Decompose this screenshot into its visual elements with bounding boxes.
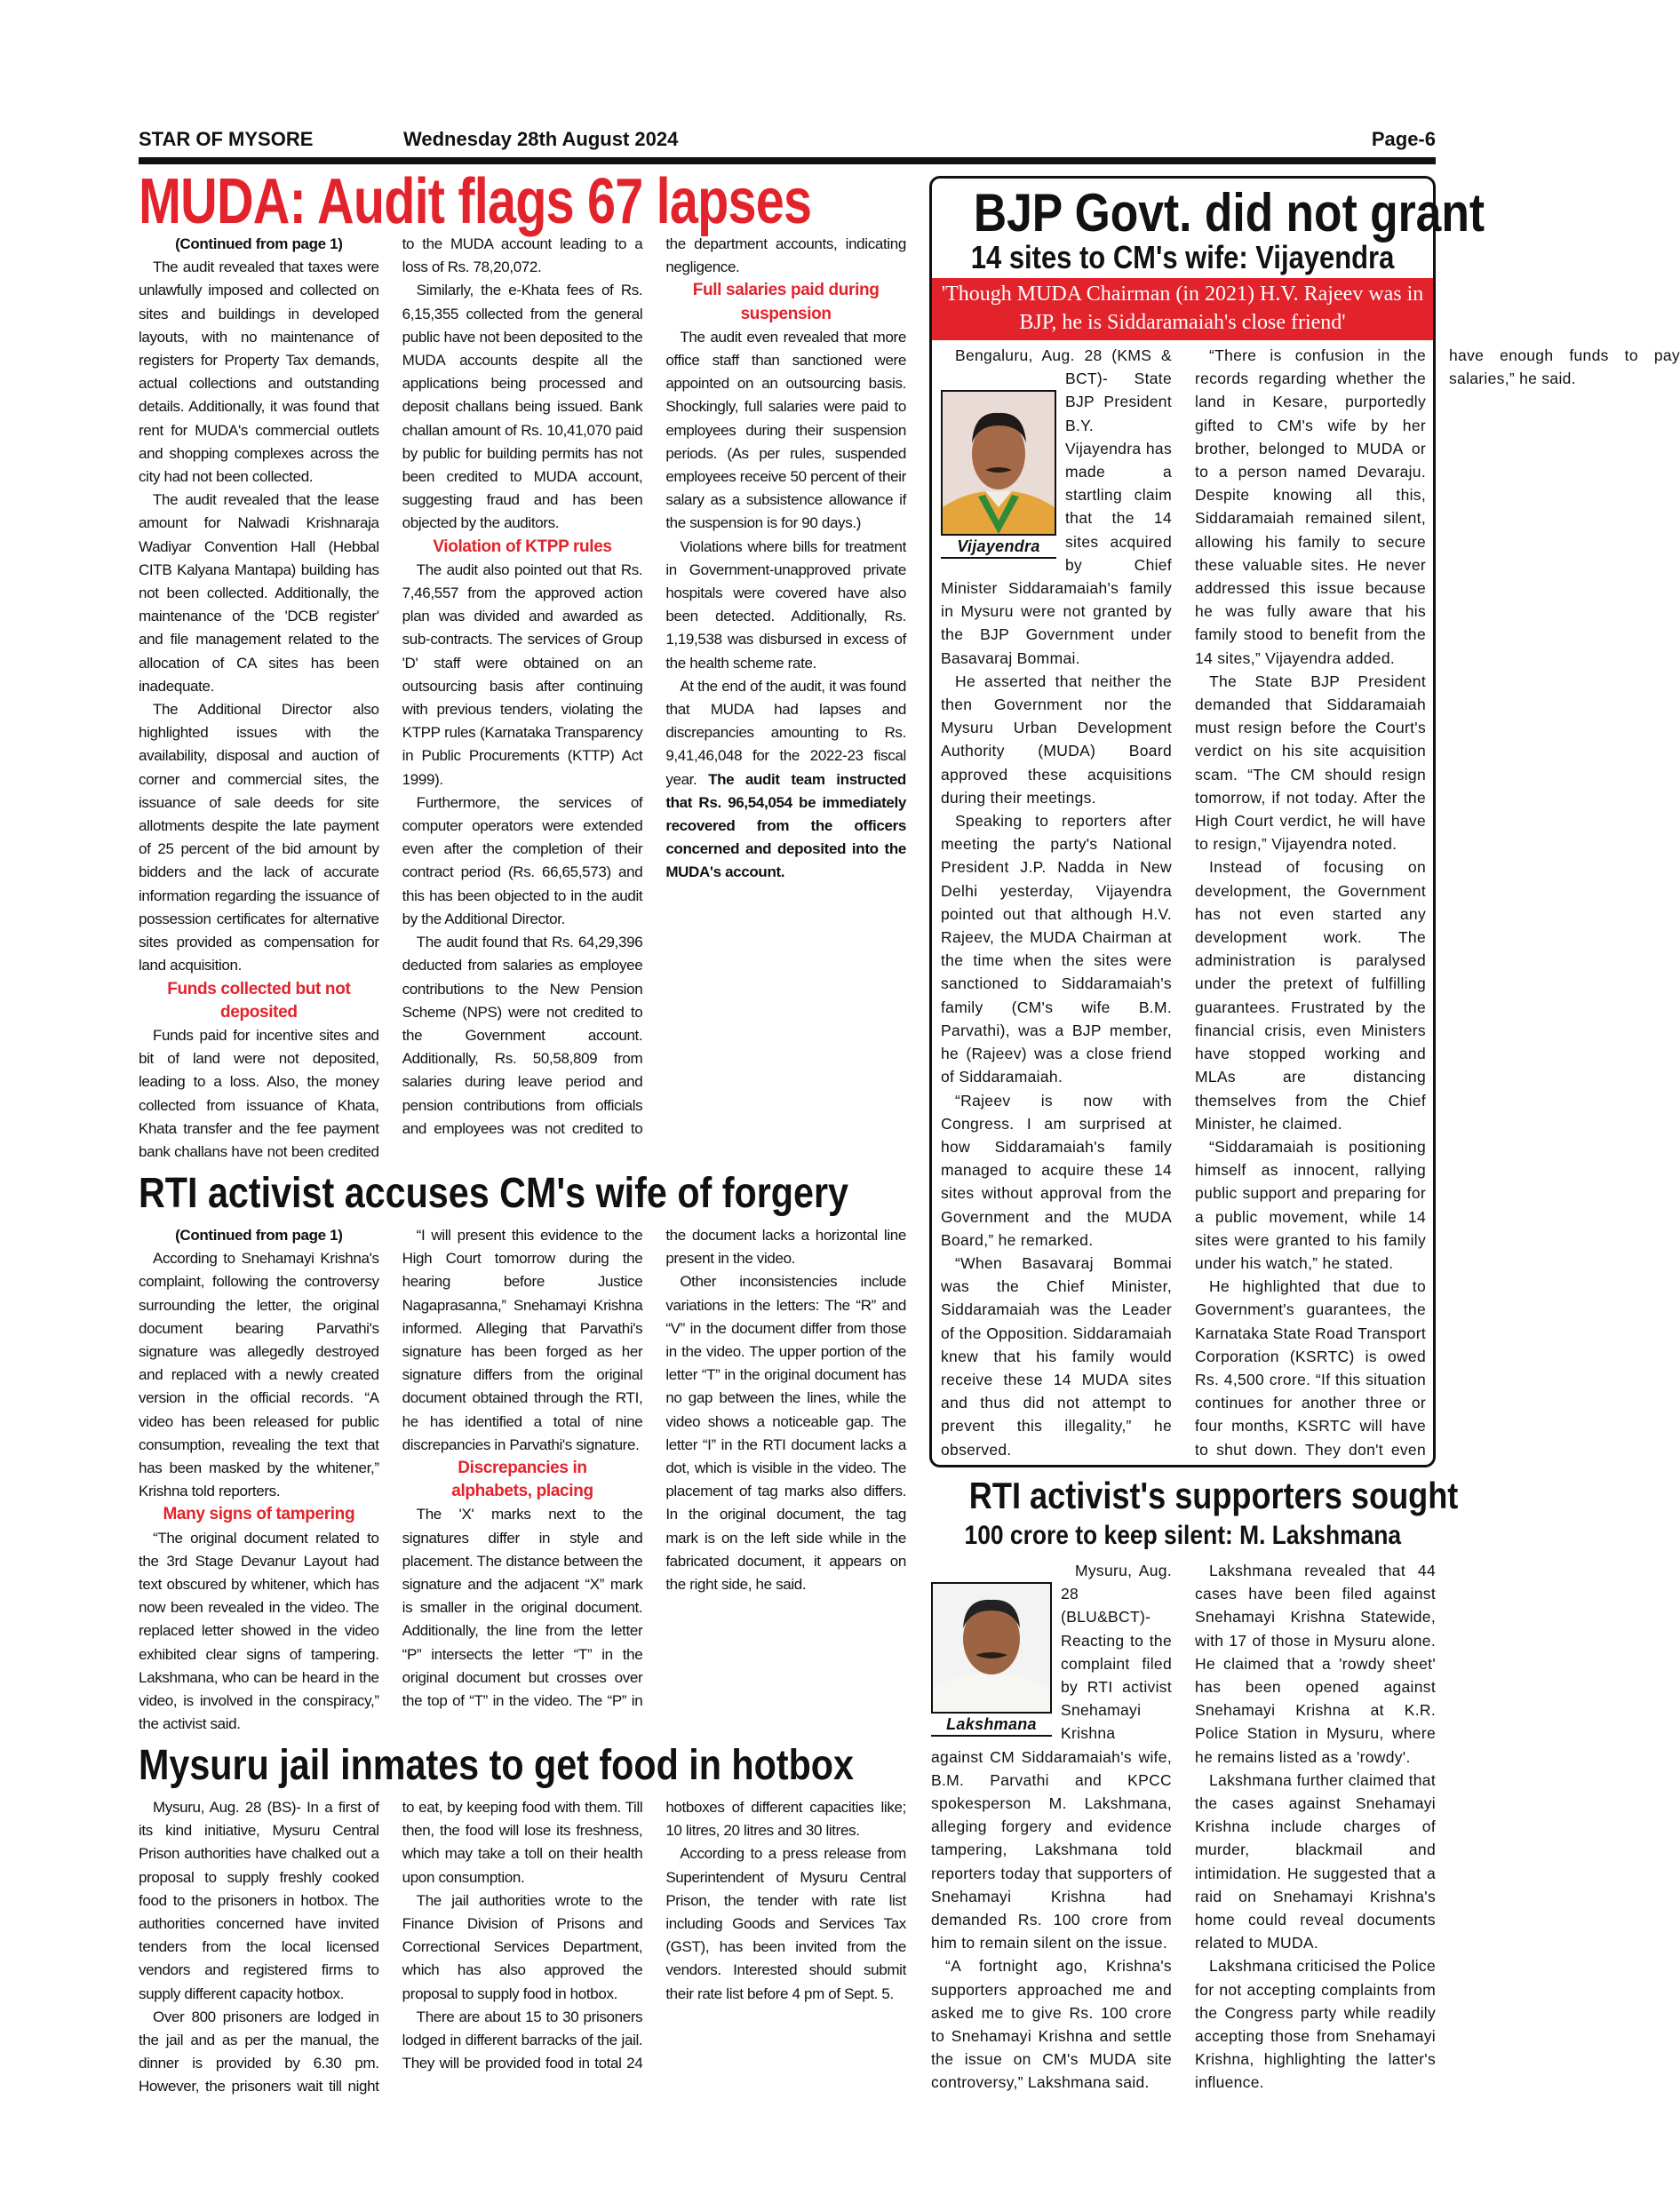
paragraph-text: “Siddaramaiah is positioning himself as innocent, rallying public support and preparing for a public movement, while 14 sites were granted to his family under his watch,” he stated. [1195, 1137, 1426, 1272]
subheadline-vijayendra [932, 239, 1433, 276]
paragraph-text: Lakshmana revealed that 44 cases have been filed against Snehamayi Krishna Statewide, with 17 of those in Mysuru alone. He claimed that a 'rowdy sheet' has been opened against Snehamayi Krishna at K.R. Police Station in Mysuru, where he remains listed as a 'rowdy'. [1195, 1562, 1436, 1766]
paragraph [402, 1889, 643, 2006]
headline-text: BJP Govt. did not grant [973, 183, 1485, 243]
paragraph [139, 698, 379, 977]
paragraph-text: The audit found that Rs. 64,29,396 deducted from salaries as employee contributions to the New Pension Scheme (NPS) were not credited to the Government account. Additionally, Rs. 50,58,809 from salaries during leave period and pension contributions from officials and employees was not credited to the department accounts, indicating negligence. [402, 235, 906, 1137]
paragraph-text: Violations where bills for treatment in Government-unapproved private hospitals were covered have also been detected. Additionally, Rs. 1,19,538 was disbursed in excess of the health scheme rate. [665, 537, 906, 672]
article-body-jail-hotbox [139, 1796, 906, 2103]
paragraph-text: “A fortnight ago, Krishna's supporters approached me and asked me to give Rs. 100 crore to Snehamayi Krishna and settle the issue on CM's MUDA site controversy,” Lakshmana said. [931, 1957, 1172, 2092]
paragraph-text: Instead of focusing on development, the Government has not even started any development work. The administration is paralysed under the pretext of fulfilling guarantees. Frustrated by the financial crisis, even Ministers have stopped working and MLAs are distancing themselves from the Chief Minister, he claimed. [1195, 858, 1426, 1133]
paragraph-text: The audit even revealed that more office staff than sanctioned were appointed on an outsourcing basis. Shockingly, full salaries were paid to employees during their suspension periods. (As per rules, suspended employees receive 50 percent of their salary as a subsistence allowance if the suspension is for 90 days.) [665, 328, 906, 532]
article-body-vijayendra [941, 344, 1680, 1461]
paragraph [139, 489, 379, 698]
article-body-lakshmana [931, 1559, 1436, 2103]
paragraph [941, 1089, 1172, 1252]
subheading [402, 536, 643, 559]
paragraph-text: At the end of the audit, it was found that MUDA had lapses and discrepancies amounting to Rs. 9,41,46,048 for the 2022-23 fiscal year. [665, 677, 906, 788]
paragraph-text: The jail authorities wrote to the Finance Division of Prisons and Correctional Services Department, which has also approved the proposal to supply food in hotbox. [402, 1891, 643, 2002]
photo-caption: Lakshmana [931, 1714, 1052, 1737]
paragraph-text: Funds collected but not deposited [167, 979, 351, 1022]
paragraph [1195, 1135, 1426, 1275]
paragraph [941, 670, 1172, 809]
paragraph-text: According to a press release from Superintendent of Mysuru Central Prison, the tender with rate list including Goods and Services Tax (GST), has been invited from the vendors. Interested should submit their rate list before 4 pm of Sept. 5. [665, 1845, 906, 2002]
paragraph [1195, 1769, 1436, 1955]
paragraph-text: Over 800 prisoners are lodged in the jail and as per the manual, the dinner is provided by 6.30 pm. However, the prisoners wait till night to eat, by keeping food with them. Till then, the food will lose its freshness, which may take a toll on their health upon consumption. [139, 1799, 643, 2096]
continued-note [139, 1224, 379, 1247]
continued-note [139, 233, 379, 256]
paragraph [139, 1247, 379, 1503]
headline-muda-audit: MUDA: Audit flags 67 lapses [139, 166, 812, 237]
page-number: Page-6 [1371, 128, 1436, 150]
paragraph-text: Many signs of tampering [163, 1505, 355, 1524]
paragraph-text: The State BJP President demanded that Siddaramaiah must resign before the Court's verdict on his site acquisition scam. “The CM should resign tomorrow, if not today. After the High Court verdict, he will have to resign,” Vijayendra noted. [1195, 672, 1426, 854]
paragraph-text: Discrepancies in alphabets, placing [451, 1459, 593, 1501]
boxed-article-vijayendra [929, 176, 1680, 1467]
paragraph-text: (Continued from page 1) [175, 1227, 343, 1244]
quote-banner: 'Though MUDA Chairman (in 2021) H.V. Rajeev was in BJP, he is Siddaramaiah's close friend' [932, 278, 1433, 340]
paragraph-text: The audit revealed that taxes were unlawfully imposed and collected on sites and buildings in developed layouts, with no maintenance of registers for Property Tax demands, actual collections and outstanding details. Additionally, it was found that rent for MUDA's commercial outlets and shopping complexes across the city had not been collected. [139, 258, 379, 486]
paragraph-text: The audit also pointed out that Rs. 7,46,557 from the approved action plan was divided and awarded as sub-contracts. The services of Group 'D' staff were obtained on an outsourcing basis after continuing with previous tenders, violating the KTPP rules (Karnataka Transparency in Public Procurements (KTTP) Act 1999). [402, 561, 643, 788]
paragraph [139, 256, 379, 489]
paragraph-text: He asserted that neither the then Government nor the Mysuru Urban Development Authority (MUDA) Board approved these acquisitions during their meetings. [941, 672, 1172, 807]
paragraph [931, 1954, 1172, 2094]
paragraph-text: Mysuru, Aug. 28 (BS)- In a first of its kind initiative, Mysuru Central Prison authorities have chalked out a proposal to supply freshly cooked food to the prisoners in hotbox. The authorities concerned have invited tenders from the local licensed vendors and registered firms to supply different capacity hotbox. [139, 1799, 379, 2002]
photo-vijayendra [941, 390, 1056, 559]
paragraph-text: The 'X' marks next to the signatures differ in style and placement. The distance between the signature and the adjacent “X” mark is smaller in the original document. Additionally, the line from the letter “P” intersects the letter “T” in the original document but crosses over the top of “T” in the video. The “P” in the document lacks a horizontal line present in the video. [402, 1227, 906, 1710]
paragraph-text: Lakshmana further claimed that the cases against Snehamayi Krishna include charges of murder, blackmail and intimidation. He suggested that a raid on Snehamayi Krishna's home could reveal documents related to MUDA. [1195, 1770, 1436, 1952]
paragraph [941, 809, 1172, 1088]
subheading [402, 1457, 643, 1503]
paragraph-text: There are about 15 to 30 prisoners lodged in different barracks of the jail. They will be provided food in total 24 hotboxes of different capacities like; 10 litres, 20 litres and 30 litres. [402, 1799, 906, 2072]
paragraph [1195, 855, 1426, 1134]
paragraph [139, 1527, 379, 1737]
subheading [139, 978, 379, 1024]
paragraph [665, 675, 906, 885]
bold-text: The audit team instructed that Rs. 96,54,054 be immediately recovered from the officers concerned and deposited into the MUDA's account. [665, 770, 906, 881]
paragraph [665, 1842, 906, 2005]
article-body-muda-audit [139, 233, 906, 1165]
subheading [139, 1503, 379, 1526]
photo-lakshmana [931, 1582, 1052, 1737]
headline-rti-forgery: RTI activist accuses CM's wife of forgery [139, 1170, 848, 1217]
paragraph-text: “There is confusion in the records regarding whether the land in Kesare, purportedly gifted to CM's wife by her brother, belonged to MUDA or to a person named Devaraju. Despite knowing all this, Siddaramaiah remained silent, allowing his family to secure these valuable sites. He never addressed this issue because he was fully aware that his family stood to benefit from the 14 sites,” Vijayendra added. [1195, 346, 1426, 667]
paragraph-text: Lakshmana criticised the Police for not accepting complaints from the Congress party while readily accepting those from Snehamayi Krishna, highlighting the latter's influence. [1195, 1957, 1436, 2092]
issue-date: Wednesday 28th August 2024 [403, 128, 679, 150]
subheading [665, 279, 906, 325]
headline-bjp-govt [932, 182, 1485, 243]
paragraph [402, 1224, 643, 1457]
paragraph-text: Other inconsistencies include variations in the letters: The “R” and “V” in the document differ from those in the video. The upper portion of the letter “T” in the original document has no gap between the lines, while the video shows a noticeable gap. The letter “I” in the RTI document lacks a dot, which is visible in the video. The placement of tag marks also differs. In the original document, the tag mark is on the left side while in the fabricated document, it appears on the right side, he said. [665, 1273, 906, 1594]
paragraph [665, 536, 906, 675]
paragraph-text: The audit revealed that the lease amount for Nalwadi Krishnaraja Wadiyar Convention Hall (Hebbal CITB Kalyana Mantapa) building has not been collected. Additionally, the maintenance of the 'DCB register' and file management related to the allocation of CA sites has been inadequate. [139, 491, 379, 695]
paragraph [1195, 670, 1426, 856]
paragraph-text: Full salaries paid during suspension [692, 281, 880, 323]
paragraph-text: According to Snehamayi Krishna's complaint, following the controversy surrounding the letter, the original document bearing Parvathi's signature was allegedly destroyed and replaced with a newly created version in the official records. “A video has been released for public consumption, revealing the text that has been masked by the whitener,” Krishna told reporters. [139, 1250, 379, 1500]
paragraph [665, 326, 906, 536]
headline-text: RTI activist's supporters sought [968, 1475, 1459, 1516]
subheadline-text: 100 crore to keep silent: M. Lakshmana [964, 1521, 1401, 1550]
paragraph [1195, 344, 1426, 670]
paragraph-text: Bengaluru, Aug. 28 (KMS & BCT)- State BJP President B.Y. Vijayendra has made a startling claim that the 14 sites acquired by Chief Minister Siddaramaiah's family in Mysuru were not granted by the BJP Government under Basavaraj Bommai. [941, 346, 1172, 667]
article-body-rti-forgery [139, 1224, 906, 1738]
paragraph-text: Similarly, the e-Khata fees of Rs. 6,15,355 collected from the general public have not been deposited to the MUDA accounts despite all the applications being processed and deposit challans being issued. Bank challan amount of Rs. 10,41,070 paid by public for building permits has not been credited to MUDA account, suggesting fraud and has been objected by the auditors. [402, 282, 643, 532]
paragraph [402, 559, 643, 791]
paragraph-text: Speaking to reporters after meeting the party's National President J.P. Nadda in New Delhi yesterday, Vijayendra pointed out that although H.V. Rajeev, the MUDA Chairman at the time when the sites were sanctioned to Siddaramaiah's family (CM's wife B.M. Parvathi), was a BJP member, he (Rajeev) was a close friend of Siddaramaiah. [941, 812, 1172, 1086]
headline-jail-hotbox: Mysuru jail inmates to get food in hotbox [139, 1742, 854, 1789]
paragraph-text: He highlighted that due to Government's guarantees, the Karnataka State Road Transport Corporation (KSRTC) is owed Rs. 4,500 crore. “If this situation continues for another three or four months, KSRTC will have to shut down. They don't even have enough funds to pay salaries,” he said. [1195, 346, 1680, 1459]
paragraph-text: Funds paid for incentive sites and bit of land were not deposited, leading to a loss. Also, the money collected from issuance of Khata, Khata transfer and the fee payment bank challans have not been credited to the MUDA account leading to a loss of Rs. 78,20,072. [139, 235, 643, 1160]
portrait-image [941, 390, 1056, 536]
portrait-image [931, 1582, 1052, 1714]
subheadline-text: 14 sites to CM's wife: Vijayendra [970, 239, 1395, 275]
paragraph-text: “I will present this evidence to the High Court tomorrow during the hearing before Justice Nagaprasanna,” Snehamayi Krishna informed. Alleging that Parvathi's signature has been forged as her signature differs from the original document obtained through the RTI, he has identified a total of nine discrepancies in Parvathi's signature. [402, 1227, 643, 1453]
paragraph-text: “Rajeev is now with Congress. I am surprised at how Siddaramaiah's family managed to acquire these 14 sites without approval from the Government and the MUDA Board,” he remarked. [941, 1091, 1172, 1249]
paragraph [941, 1252, 1172, 1461]
paragraph-text: (Continued from page 1) [175, 235, 343, 252]
paragraph-text: The Additional Director also highlighted issues with the availability, disposal and auction of corner and commercial sites, the issuance of sale deeds for site allotments despite the late payment of 25 percent of the bid amount by bidders and the lack of accurate information regarding the issuance of possession certificates for alternative sites provided as compensation for land acquisition. [139, 701, 379, 974]
paragraph-text: Mysuru, Aug. 28 (BLU&BCT)- Reacting to the complaint filed by RTI activist Snehamayi Krishna against CM Siddaramaiah's wife, B.M. Parvathi and KPCC spokesperson M. Lakshmana, alleging forgery and evidence tampering, Lakshmana told reporters today that supporters of Snehamayi Krishna had demanded Rs. 100 crore from him to remain silent on the issue. [931, 1562, 1172, 1952]
paragraph [1195, 1954, 1436, 2094]
paragraph-text: Furthermore, the services of computer operators were extended even after the completion of their contract period (Rs. 66,65,573) and this has been objected to in the audit by the Additional Director. [402, 793, 643, 927]
paragraph-text: “When Basavaraj Bommai was the Chief Minister, Siddaramaiah was the Leader of the Opposition. Siddaramaiah knew that his family would receive these 14 MUDA sites and thus did not attempt to prevent this illegality,” he observed. [941, 1253, 1172, 1459]
paragraph-text: Violation of KTPP rules [433, 537, 612, 556]
paragraph [402, 791, 643, 931]
subheadline-lakshmana [929, 1521, 1436, 1551]
paragraph [402, 279, 643, 535]
photo-caption: Vijayendra [941, 536, 1056, 559]
masthead-rule [139, 157, 1436, 164]
headline-rti-supporters [929, 1475, 1459, 1517]
newspaper-name: STAR OF MYSORE [139, 128, 314, 150]
paragraph [139, 1796, 379, 2006]
paragraph [665, 1270, 906, 1596]
masthead [139, 128, 1436, 155]
paragraph-text: “The original document related to the 3rd Stage Devanur Layout had text obscured by whitener, which has now been revealed in the video. The replaced letter showed in the video exhibited clear signs of tampering. Lakshmana, who can be heard in the video, is involved in the conspiracy,” the activist said. [139, 1529, 379, 1733]
paragraph [1195, 1559, 1436, 1769]
